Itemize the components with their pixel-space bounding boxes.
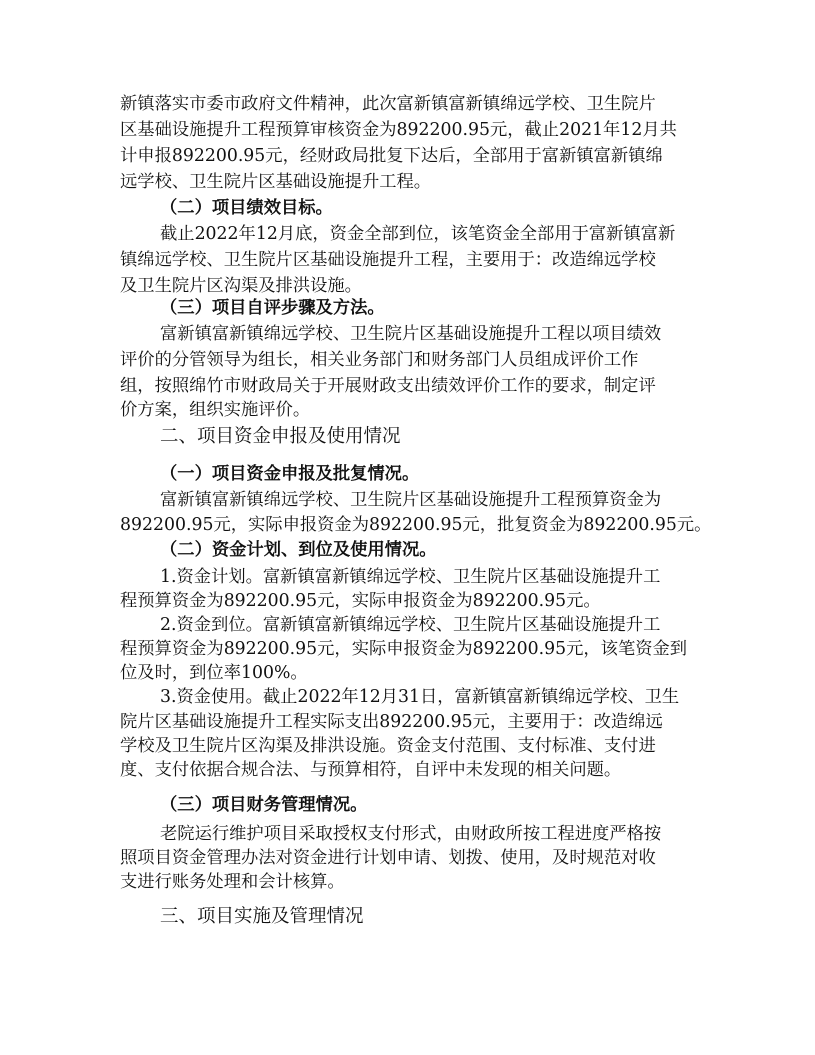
body-line: 价方案，组织实施评价。 (120, 400, 311, 420)
body-line: 富新镇富新镇绵远学校、卫生院片区基础设施提升工程以项目绩效 (160, 324, 662, 344)
subsection-heading: （三）项目财务管理情况。 (160, 795, 368, 815)
body-line: 支进行账务处理和会计核算。 (120, 872, 345, 892)
body-line: 1.资金计划。富新镇富新镇绵远学校、卫生院片区基础设施提升工 (160, 567, 661, 587)
body-line: 组，按照绵竹市财政局关于开展财政支出绩效评价工作的要求，制定评 (120, 376, 656, 396)
body-line: 评价的分管领导为组长，相关业务部门和财务部门人员组成评价工作 (120, 350, 639, 370)
subsection-heading: （一）项目资金申报及批复情况。 (160, 464, 420, 484)
body-line: 截止2022年12月底，资金全部到位，该笔资金全部用于富新镇富新 (160, 224, 676, 244)
body-line: 计申报892200.95元，经财政局批复下达后，全部用于富新镇富新镇绵 (120, 146, 663, 166)
body-line: 照项目资金管理办法对资金进行计划申请、划拨、使用，及时规范对收 (120, 848, 656, 868)
body-line: 学校及卫生院片区沟渠及排洪设施。资金支付范围、支付标准、支付进 (120, 736, 656, 756)
subsection-heading: （二）项目绩效目标。 (160, 198, 333, 218)
body-line: 远学校、卫生院片区基础设施提升工程。 (120, 172, 432, 192)
body-line: 2.资金到位。富新镇富新镇绵远学校、卫生院片区基础设施提升工 (160, 615, 661, 635)
body-line: 位及时，到位率100%。 (120, 663, 308, 683)
section-heading: 二、项目资金申报及使用情况 (160, 426, 401, 447)
body-line: 院片区基础设施提升工程实际支出892200.95元，主要用于：改造绵远 (120, 712, 663, 732)
body-line: 新镇落实市委市政府文件精神，此次富新镇富新镇绵远学校、卫生院片 (120, 94, 656, 114)
body-line: 镇绵远学校、卫生院片区基础设施提升工程，主要用于：改造绵远学校 (120, 250, 656, 270)
body-line: 度、支付依据合规合法、与预算相符，自评中未发现的相关问题。 (120, 760, 622, 780)
subsection-heading: （二）资金计划、到位及使用情况。 (160, 540, 437, 560)
body-line: 程预算资金为892200.95元，实际申报资金为892200.95元。 (120, 591, 601, 611)
body-line: 区基础设施提升工程预算审核资金为892200.95元，截止2021年12月共 (120, 120, 677, 140)
body-line: 老院运行维护项目采取授权支付形式，由财政所按工程进度严格按 (160, 824, 662, 844)
body-line: 富新镇富新镇绵远学校、卫生院片区基础设施提升工程预算资金为 (160, 490, 662, 510)
body-line: 3.资金使用。截止2022年12月31日，富新镇富新镇绵远学校、卫生 (160, 687, 680, 707)
body-line: 及卫生院片区沟渠及排洪设施。 (120, 276, 362, 296)
body-line: 892200.95元，实际申报资金为892200.95元，批复资金为892200.95元。 (120, 515, 712, 535)
section-heading: 三、项目实施及管理情况 (160, 906, 364, 927)
body-line: 程预算资金为892200.95元，实际申报资金为892200.95元，该笔资金到 (120, 639, 688, 659)
subsection-heading: （三）项目自评步骤及方法。 (160, 298, 385, 318)
